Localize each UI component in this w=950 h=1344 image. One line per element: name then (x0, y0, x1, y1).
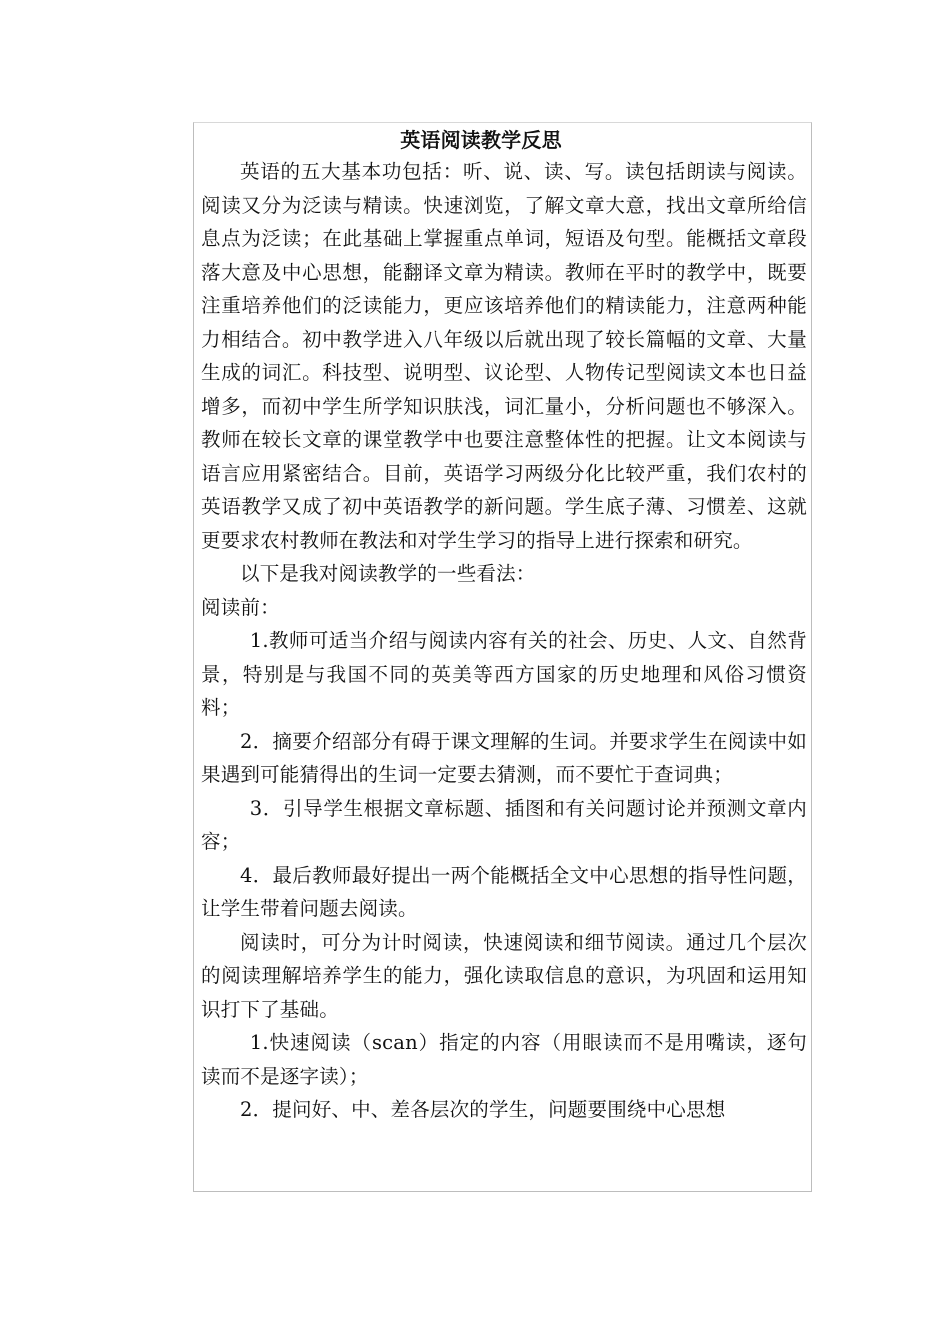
paragraph-views: 以下是我对阅读教学的一些看法： (240, 562, 536, 585)
list-item-while-2: 2．提问好、中、差各层次的学生，问题要围绕中心思想 (240, 1098, 726, 1121)
section-heading-before-reading: 阅读前： (201, 595, 280, 619)
list-item-before-1: 1.教师可适当介绍与阅读内容有关的社会、历史、人文、自然背景，特别是与我国不同的英美等西方国家的历史地理和风俗习惯资料； (201, 629, 807, 719)
document-body (201, 125, 807, 1127)
paragraph-while-reading: 阅读时，可分为计时阅读，快速阅读和细节阅读。通过几个层次的阅读理解培养学生的能力，强化读取信息的意识，为巩固和运用知识打下了基础。 (201, 930, 807, 1021)
page-frame (193, 122, 812, 1192)
list-item-before-4: 4．最后教师最好提出一两个能概括全文中心思想的指导性问题，让学生带着问题去阅读。 (201, 863, 807, 920)
document-title: 英语阅读教学反思 (400, 128, 562, 152)
list-item-before-3: 3．引导学生根据文章标题、插图和有关问题讨论并预测文章内容； (201, 796, 807, 853)
paragraph-intro: 英语的五大基本功包括：听、说、读、写。读包括朗读与阅读。阅读又分为泛读与精读。快速浏览，了解文章大意，找出文章所给信息点为泛读；在此基础上掌握重点单词，短语及句型。能概括文章段落大意及中心思想，能翻译文章为精读。教师在平时的教学中，既要注重培养他们的泛读能力，更应该培养他们的精读能力，注意两种能力相结合。初中教学进入八年级以后就出现了较长篇幅的文章、大量生成的词汇。科技型、说明型、议论型、人物传记型阅读文本也日益增多，而初中学生所学知识肤浅，词汇量小，分析问题也不够深入。教师在较长文章的课堂教学中也要注意整体性的把握。让文本阅读与语言应用紧密结合。目前，英语学习两级分化比较严重，我们农村的英语教学又成了初中英语教学的新问题。学生底子薄、习惯差、这就更要求农村教师在教法和对学生学习的指导上进行探索和研究。 (201, 160, 807, 552)
list-item-while-1: 1.快速阅读（scan）指定的内容（用眼读而不是用嘴读，逐句读而不是逐字读）； (201, 1031, 807, 1088)
list-item-before-2: 2．摘要介绍部分有碍于课文理解的生词。并要求学生在阅读中如果遇到可能猜得出的生词一定要去猜测，而不要忙于查词典； (201, 729, 807, 786)
